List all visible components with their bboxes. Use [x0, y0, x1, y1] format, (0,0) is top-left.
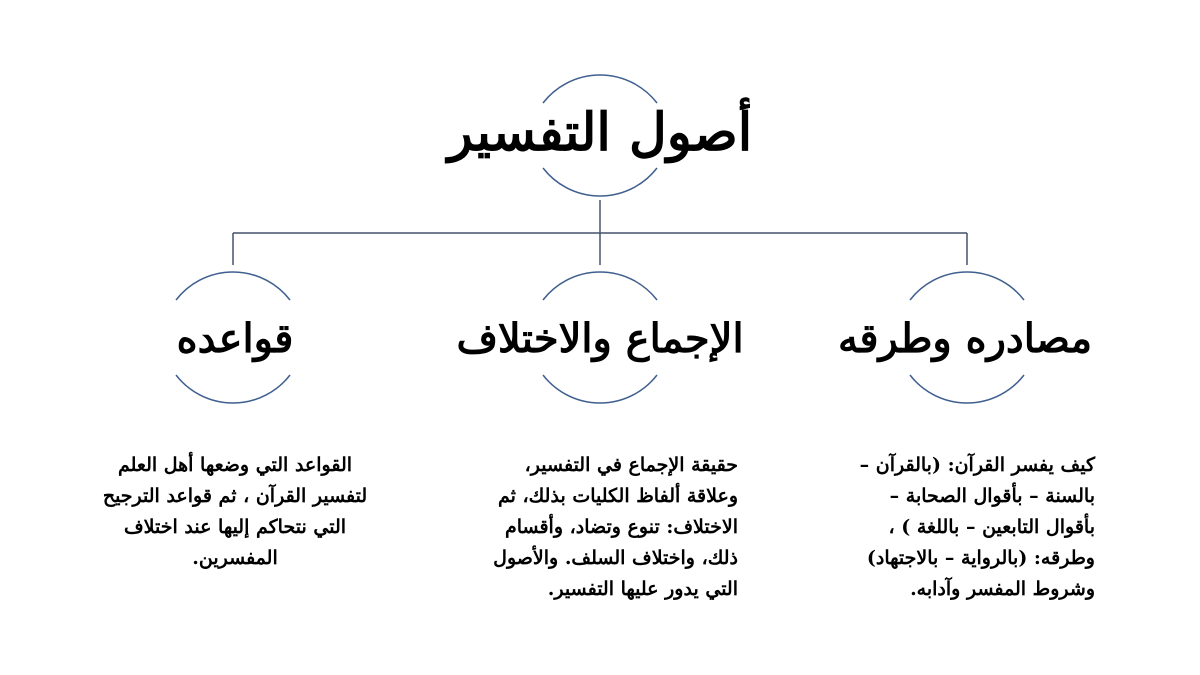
title-bottom-arc	[543, 168, 657, 196]
description-line: القواعد التي وضعها أهل العلم	[117, 454, 353, 476]
description-line: التي نتحاكم إليها عند اختلاف	[123, 516, 347, 538]
branch-heading-sources: مصادره وطرقه	[837, 314, 1093, 362]
branch-description-consensus	[462, 450, 738, 605]
branch-heading-rules: قواعده	[176, 314, 294, 362]
diagram-title: أصول التفسير	[447, 101, 753, 163]
center-bottom-arc	[543, 375, 657, 403]
center-top-arc	[543, 272, 657, 300]
description-line: ذلك، واختلاف السلف. والأصول	[493, 547, 738, 569]
description-line: لتفسير القرآن ، ثم قواعد الترجيح	[102, 485, 368, 507]
description-line: وطرقه: (بالرواية – بالاجتهاد)	[866, 547, 1095, 569]
description-line: وعلاقة ألفاظ الكليات بذلك، ثم	[497, 485, 738, 507]
right-top-arc	[910, 272, 1024, 300]
branch-description-sources	[825, 450, 1095, 605]
description-line: بأقوال التابعين – باللغة ) ،	[888, 516, 1095, 538]
description-line: حقيقة الإجماع في التفسير،	[524, 454, 738, 476]
left-bottom-arc	[176, 375, 290, 403]
description-line: كيف يفسر القرآن: (بالقرآن –	[859, 454, 1095, 476]
description-line: المفسرين.	[192, 547, 278, 569]
description-line: وشروط المفسر وآدابه.	[910, 578, 1095, 600]
branch-description-rules	[100, 450, 370, 574]
right-bottom-arc	[910, 375, 1024, 403]
description-line: التي يدور عليها التفسير.	[547, 578, 738, 600]
description-line: بالسنة – بأقوال الصحابة –	[889, 485, 1095, 507]
branch-heading-consensus: الإجماع والاختلاف	[456, 314, 744, 362]
description-line: الاختلاف: تنوع وتضاد، وأقسام	[504, 516, 738, 538]
left-top-arc	[176, 272, 290, 300]
